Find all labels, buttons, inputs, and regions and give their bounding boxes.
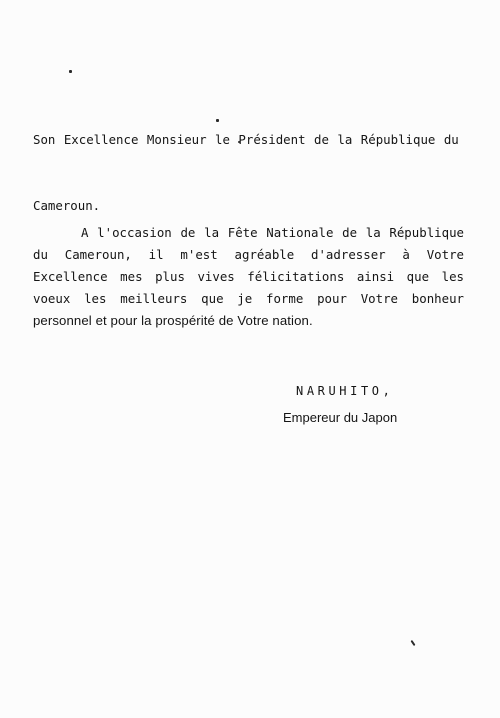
body-line: voeux les meilleurs que je forme pour Votre bonheur [33, 291, 464, 306]
signature-name: NARUHITO, [296, 384, 394, 398]
letter-body [33, 222, 464, 332]
body-line: A l'occasion de la Fête Nationale de la République [81, 225, 464, 240]
signature-title: Empereur du Japon [283, 410, 398, 425]
body-line: du Cameroun, il m'est agréable d'adresser à Votre [33, 247, 464, 262]
body-line: Excellence mes plus vives félicitations ainsi que les [33, 269, 464, 284]
address-line: Cameroun. [33, 198, 101, 213]
body-line: personnel et pour la prospérité de Votre nation. [33, 313, 313, 328]
address-line: Son Excellence Monsieur le Président de la République du [33, 132, 459, 147]
